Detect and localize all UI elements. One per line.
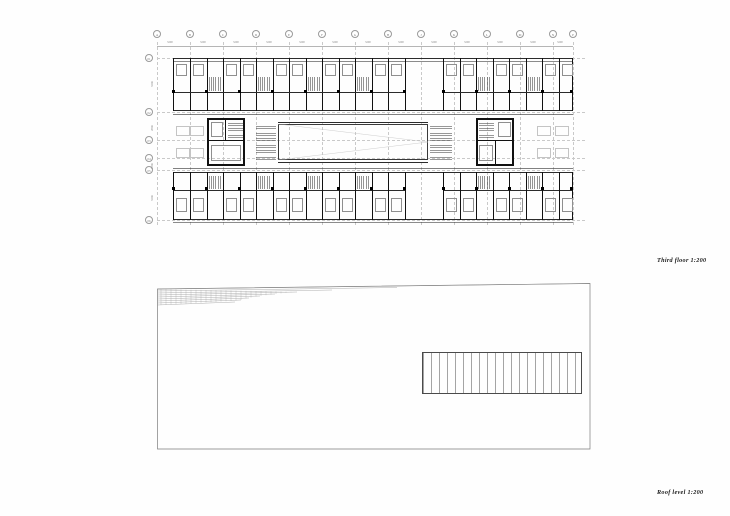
dimension-line [157, 46, 573, 47]
atrium-projection-lines [278, 124, 428, 160]
dimension-text: 3200 [332, 40, 338, 44]
grid-bubble-h: H [384, 30, 392, 38]
grid-bubble-g: G [351, 30, 359, 38]
dimension-text: 3200 [233, 40, 239, 44]
dimension-text: 3200 [167, 40, 173, 44]
dimension-text: 5200 [149, 195, 154, 201]
grid-bubble-p: P [569, 30, 577, 38]
grid-bubble-02: 02 [145, 108, 153, 116]
grid-line-h [157, 170, 585, 171]
grid-line-h [157, 220, 585, 221]
roof-level-plan [157, 282, 591, 450]
grid-line-h [157, 112, 585, 113]
caption-third-floor: Third floor 1:200 [657, 257, 707, 264]
grid-bubble-05: 05 [145, 166, 153, 174]
grid-bubble-03: 03 [145, 136, 153, 144]
dimension-text: 3200 [497, 40, 503, 44]
grid-bubble-m: M [516, 30, 524, 38]
grid-bubble-l: L [483, 30, 491, 38]
grid-line-v [157, 42, 158, 225]
grid-bubble-k: K [450, 30, 458, 38]
grid-bubble-c: C [219, 30, 227, 38]
dimension-text: 3200 [365, 40, 371, 44]
rooftop-louver-array [422, 352, 582, 394]
grid-bubble-01: 01 [145, 54, 153, 62]
grid-bubble-d: D [252, 30, 260, 38]
dimension-text: 3200 [200, 40, 206, 44]
grid-bubble-e: E [285, 30, 293, 38]
grid-bubble-f: F [318, 30, 326, 38]
grid-bubble-06: 06 [145, 216, 153, 224]
dimension-text: 3200 [398, 40, 404, 44]
dimension-text: 5200 [149, 81, 154, 87]
dimension-text: 3200 [299, 40, 305, 44]
grid-bubble-j: J [417, 30, 425, 38]
dimension-text: 3200 [464, 40, 470, 44]
dimension-text: 2800 [149, 125, 154, 131]
dimension-text: 3200 [266, 40, 272, 44]
grid-bubble-b: B [186, 30, 194, 38]
dimension-text: 3200 [557, 40, 563, 44]
grid-bubble-a: A [153, 30, 161, 38]
grid-bubble-n: N [549, 30, 557, 38]
grid-bubble-04: 04 [145, 154, 153, 162]
third-floor-plan [145, 30, 585, 225]
dimension-text: 3200 [530, 40, 536, 44]
dimension-text: 1800 [149, 163, 154, 169]
caption-roof-level: Roof level 1:200 [657, 489, 704, 496]
dimension-text: 3200 [431, 40, 437, 44]
